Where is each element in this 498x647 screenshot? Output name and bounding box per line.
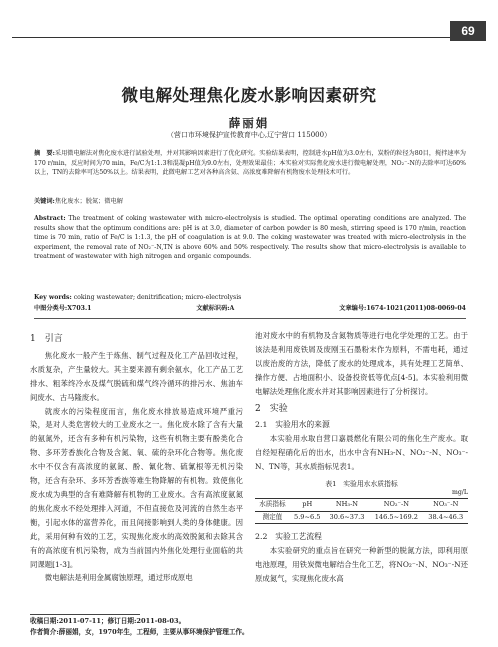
- table-cell: 5.9~6.5: [290, 511, 325, 524]
- table-unit: mg/L: [451, 489, 468, 497]
- table-header: NO₂⁻-N: [369, 499, 423, 512]
- abstract-cn-text: 采用微电解法对焦化废水进行試验处理，并对其影响因素进行了优化研究。实验结果表明，控制进水pH值为3.0左右，炭粉的粒径为80目，搅拌速率为170 r/min，反应时间为70 min，Fe/C为1:1.3和混凝pH值为9.0左右，处理效果最佳；本实验对实际焦化废水进行微电解处理，NO₂⁻-N的去除率可达60%以上，TN的去除率可达50%以上。结果表明，此微电解工艺对各种高含氨、高浓度难降解有机物废水处理技术可行。: [34, 150, 466, 177]
- classification-line: [34, 304, 466, 314]
- abstract-rule: [34, 318, 466, 319]
- footnote-author-bio: 作者简介:薛丽娟，女，1970年生，工程师，主要从事环境保护管理工作。: [30, 628, 249, 636]
- abstract-en-label: Abstract:: [34, 215, 66, 222]
- author-affiliation: （营口市环境保护宣传教育中心,辽宁营口 115000）: [166, 131, 332, 139]
- table-cell: 测定值: [255, 511, 290, 524]
- paper-title: 微电解处理焦化废水影响因素研究: [121, 86, 377, 105]
- table-header: 水质指标: [255, 499, 290, 512]
- water-quality-table: [255, 498, 468, 524]
- left-column: [30, 329, 243, 585]
- paragraph: 池对废水中的有机物及含氮物质等进行电化学处理的工艺。由于该法是利用废铁屑及废刚玉石墨粉末作为原料，不需电耗，通过以废治废的方法，降低了废水的处理成本，具有处理工艺简单、操作方便、占地面积小、设备投资低等优点[4-5]。本实验利用微电解法处理焦化废水并对其影响因素进行了分析探讨。: [255, 331, 468, 396]
- paragraph: 本实验用水取自营口嘉晨燃化有限公司的焦化生产废水。取自经短程硝化后的出水，出水中含有NH₃-N、NO₂⁻-N、NO₃⁻-N、TN等，其水质指标见表1。: [255, 434, 468, 472]
- paragraph: 就废水的污染程度而言，焦化废水排放易造成环境严重污染，是对人类危害较大的工业废水之一。焦化废水除了含有大量的氨氮外，还含有多种有机污染物，这些有机物主要有酚类化合物、多环芳香族化合物及含氮、氧、硫的杂环化合物等。焦化废水中不仅含有高浓度的氨氮、酚、氰化物、硫氰根等无机污染物，还含有杂环、多环芳香族等难生物降解的有机物。致使焦化废水成为典型的含有难降解有机物的工业废水。含有高浓度氨氮的焦化废水不经处理排入河道，不但直接危及河流的自然生态平衡，引起水体的富营养化，而且间接影响到人类的身体健康。因此，采用何种有效的工艺，实现焦化废水的高效脱氮和去除其含有的高浓度有机污染物，成为当前国内外焦化处理行业面临的共同课题[1-3]。: [30, 406, 243, 569]
- abstract-en: [34, 214, 466, 262]
- table-row: [255, 511, 468, 524]
- abstract-cn-label: 摘 要:: [34, 150, 55, 157]
- section-1-heading: 1 引言: [30, 334, 63, 344]
- paragraph: 本实验研究的重点旨在研究一种新型的脱氮方法，即利用原电池原理，用铁炭微电解结合生化工艺，将NO₂⁻-N、NO₃⁻-N还原成氮气，实现焦化废水高: [255, 545, 468, 583]
- keywords-cn-text: 焦化废水；脱氮；微电解: [54, 198, 123, 205]
- document-code: 文献标识码:A: [196, 305, 235, 312]
- keywords-cn-label: 关键词:: [34, 198, 55, 205]
- subsection-2-1-heading: 2.1 实验用水的来源: [255, 420, 330, 430]
- clc-number: 中图分类号:X703.1: [34, 305, 92, 312]
- paragraph: 焦化废水一般产生于炼焦、制气过程及化工产品回收过程，水质复杂，产生量较大。其主要来源有剩余氨水，化工产品工艺排水、粗苯终冷水及煤气脱硫和煤气终冷循环的排污水、焦油车间废水、古马隆废水。: [30, 350, 243, 402]
- table-cell: 30.6~37.3: [325, 511, 370, 524]
- table-cell: 146.5~169.2: [369, 511, 423, 524]
- footnote-received: 收稿日期:2011-07-11；修订日期:2011-08-03。: [30, 617, 186, 625]
- article-number: 文章编号:1674-1021(2011)08-0069-04: [339, 305, 466, 312]
- abstract-en-text: The treatment of coking wastewater with micro-electrolysis is studied. The optimal operating conditions are analyzed. The results show that the optimum conditions are: pH is at 3.0, diameter of carbon powder is 80 mesh, stirring speed is 170 r/min, reaction time is 70 min, ratio of Fe/C is 1:1.3, the pH of coagulation is at 9.0. The coking wastewater was treated with micro-electrolysis in the experiment, the removal rate of NO₂⁻-N,TN is above 60% and 50% respectively. The results show that micro-electrolysis is available to treatment of wastewater with high nitrogen and organic compounds.: [34, 215, 467, 261]
- abstract-cn: [34, 149, 466, 178]
- paragraph: 微电解法是利用金属腐蚀原理，通过形成原电: [44, 573, 193, 583]
- page-number: 69: [450, 21, 486, 41]
- keywords-en-label: Key words:: [34, 294, 72, 301]
- keywords-en: [34, 293, 466, 303]
- author-name: 薛丽娟: [228, 116, 270, 130]
- footnote-rule: [30, 614, 140, 615]
- table-cell: 38.4~46.3: [423, 511, 468, 524]
- section-2-heading: 2 实验: [255, 403, 288, 414]
- right-column: [255, 329, 468, 586]
- table-caption: 表1 实验用水水质指标: [325, 480, 398, 489]
- header-rule: [12, 37, 486, 38]
- table-header: pH: [290, 499, 325, 512]
- table-header: NO₃⁻-N: [423, 499, 468, 512]
- keywords-en-text: coking wastewater; denitrification; micro-electrolysis: [73, 294, 242, 301]
- table-header: NH₃-N: [325, 499, 370, 512]
- subsection-2-2-heading: 2.2 实验工艺流程: [255, 532, 322, 542]
- keywords-cn: [34, 197, 466, 207]
